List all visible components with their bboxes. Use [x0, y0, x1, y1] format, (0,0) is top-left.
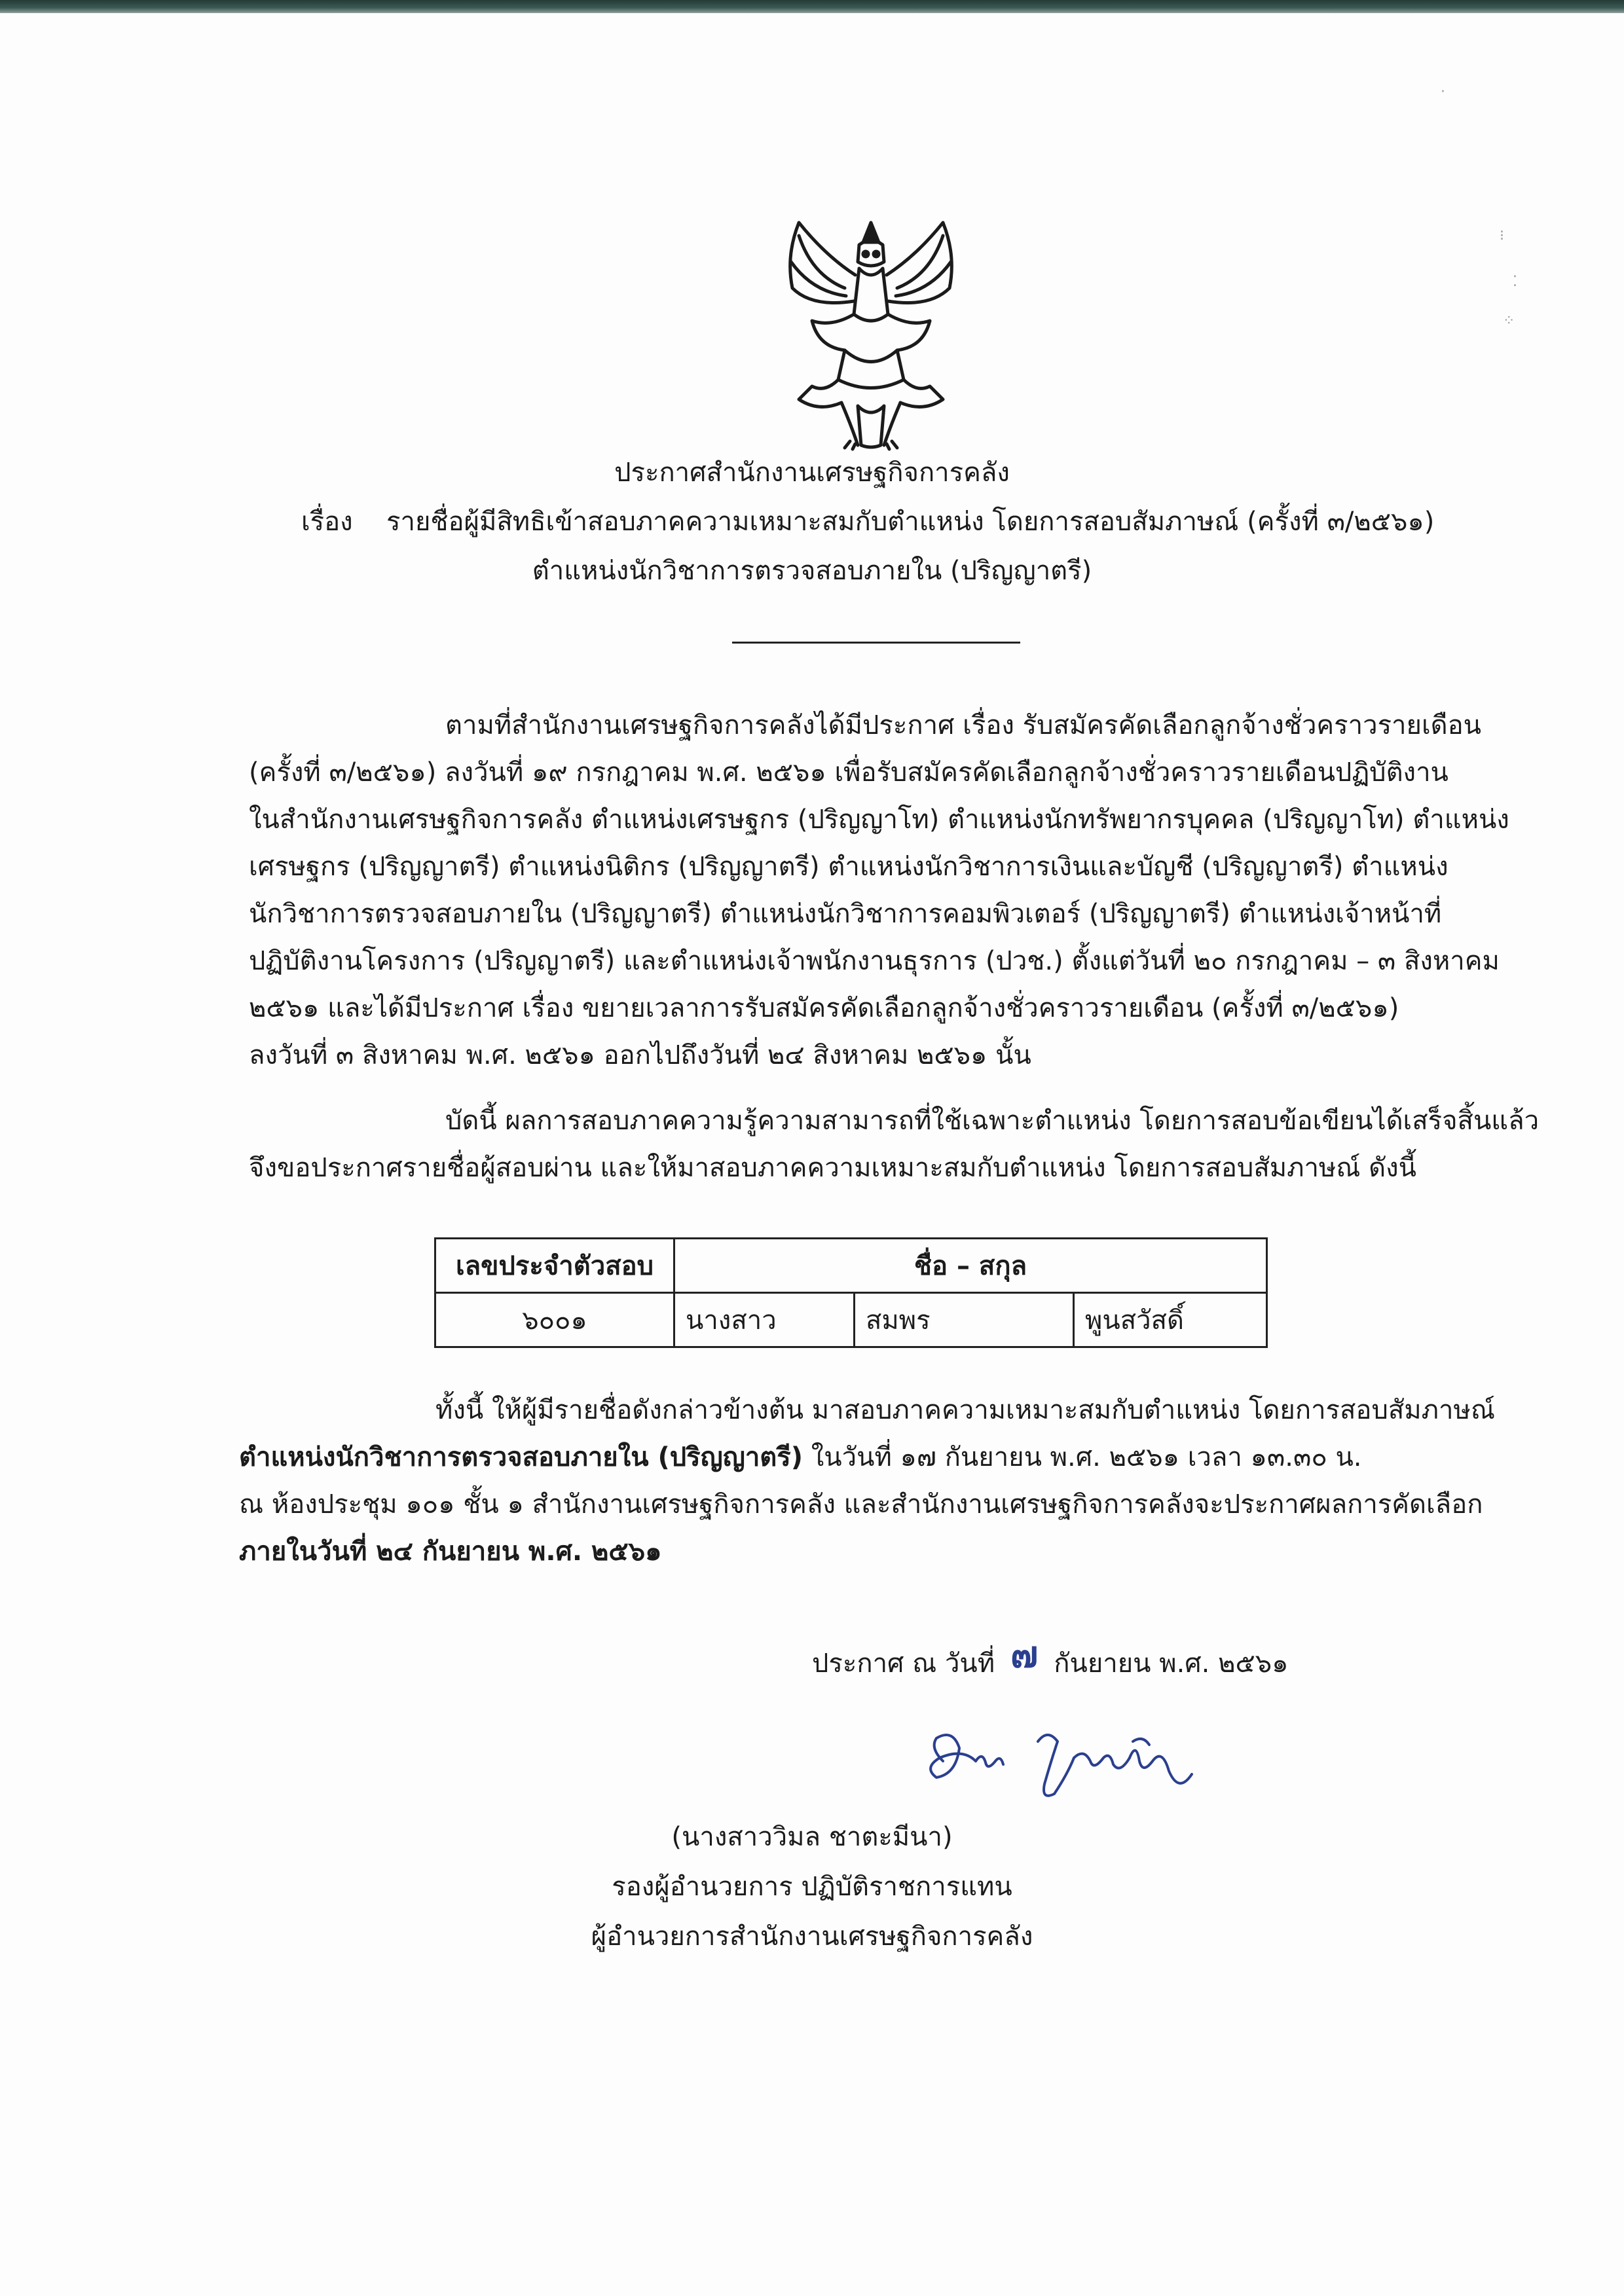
column-header-exam-no: เลขประจำตัวสอบ: [435, 1239, 674, 1293]
paragraph-line: ทั้งนี้ ให้ผู้มีรายชื่อดังกล่าวข้างต้น มาสอบภาคความเหมาะสมกับตำแหน่ง โดยการสอบสัมภาษณ์: [435, 1395, 1495, 1425]
paragraph-line: ณ ห้องประชุม ๑๐๑ ชั้น ๑ สำนักงานเศรษฐกิจการคลัง และสำนักงานเศรษฐกิจการคลังจะประกาศผลการคัดเลือก: [239, 1489, 1483, 1520]
scan-speck: ⁚: [1513, 274, 1517, 290]
interview-datetime: ในวันที่ ๑๗ กันยายน พ.ศ. ๒๕๖๑ เวลา ๑๓.๓๐ น.: [803, 1442, 1362, 1472]
paragraph-2: [249, 1097, 1540, 1192]
cell-last-name: พูนสวัสดิ์: [1074, 1293, 1267, 1347]
handwritten-signature: [917, 1722, 1218, 1813]
paragraph-1: [249, 702, 1509, 1079]
title-divider: [732, 642, 1020, 644]
cell-exam-no: ๖๐๐๑: [435, 1293, 674, 1347]
scan-top-edge: [0, 0, 1624, 13]
announcement-suffix: กันยายน พ.ศ. ๒๕๖๑: [1054, 1649, 1289, 1679]
scan-speck: ⁝: [1500, 228, 1504, 244]
paragraph-line: ตามที่สำนักงานเศรษฐกิจการคลังได้มีประกาศ เรื่อง รับสมัครคัดเลือกลูกจ้างชั่วคราวรายเดือน: [445, 710, 1481, 740]
signer-position-1: รองผู้อำนวยการ ปฏิบัติราชการแทน: [612, 1872, 1012, 1902]
paragraph-line: [239, 1434, 1470, 1481]
result-deadline: ภายในวันที่ ๒๔ กันยายน พ.ศ. ๒๕๖๑: [239, 1537, 662, 1567]
paragraph-line: ปฏิบัติงานโครงการ (ปริญญาตรี) และตำแหน่งเจ้าพนักงานธุรการ (ปวช.) ตั้งแต่วันที่ ๒๐ กรกฎาคม – ๓ สิงหาคม: [249, 946, 1500, 976]
paragraph-line: เศรษฐกร (ปริญญาตรี) ตำแหน่งนิติกร (ปริญญาตรี) ตำแหน่งนักวิชาการเงินและบัญชี (ปริญญาตรี) ตำแหน่ง: [249, 852, 1449, 882]
paragraph-3: [239, 1387, 1495, 1575]
announcement-day: ๗: [1010, 1633, 1039, 1676]
paragraph-line: นักวิชาการตรวจสอบภายใน (ปริญญาตรี) ตำแหน่งนักวิชาการคอมพิวเตอร์ (ปริญญาตรี) ตำแหน่งเจ้าหน้าที่: [249, 899, 1442, 929]
issuer-title: ประกาศสำนักงานเศรษฐกิจการคลัง: [614, 458, 1010, 488]
cell-title: นางสาว: [674, 1293, 855, 1347]
scan-speck: ·: [1441, 84, 1445, 100]
paragraph-line: ในสำนักงานเศรษฐกิจการคลัง ตำแหน่งเศรษฐกร (ปริญญาโท) ตำแหน่งนักทรัพยากรบุคคล (ปริญญาโท) ตำแหน่ง: [249, 805, 1509, 835]
signer-name: (นางสาววิมล ชาตะมีนา): [671, 1822, 953, 1852]
paragraph-line: ๒๕๖๑ และได้มีประกาศ เรื่อง ขยายเวลาการรับสมัครคัดเลือกลูกจ้างชั่วคราวรายเดือน (ครั้งที่ ๓/๒๕๖๑): [249, 993, 1399, 1023]
subject-label: เรื่อง: [301, 507, 353, 537]
signer-position-2: ผู้อำนวยการสำนักงานเศรษฐกิจการคลัง: [591, 1922, 1033, 1952]
subject-row: [301, 500, 1434, 542]
garuda-emblem-icon: [773, 216, 969, 452]
announcement-prefix: ประกาศ ณ วันที่: [812, 1649, 995, 1679]
position-name: ตำแหน่งนักวิชาการตรวจสอบภายใน (ปริญญาตรี): [239, 1442, 803, 1472]
paragraph-line: จึงขอประกาศรายชื่อผู้สอบผ่าน และให้มาสอบภาคความเหมาะสมกับตำแหน่ง โดยการสอบสัมภาษณ์ ดังนี้: [249, 1153, 1416, 1183]
paragraph-line: [239, 1528, 1470, 1575]
announcement-date: [812, 1630, 1289, 1688]
column-header-name: ชื่อ – สกุล: [674, 1239, 1267, 1293]
cell-first-name: สมพร: [855, 1293, 1074, 1347]
applicant-table: [434, 1237, 1268, 1348]
table-row: [435, 1293, 1267, 1347]
scan-speck: ⁘: [1503, 313, 1515, 329]
paragraph-line: (ครั้งที่ ๓/๒๕๖๑) ลงวันที่ ๑๙ กรกฎาคม พ.ศ. ๒๕๖๑ เพื่อรับสมัครคัดเลือกลูกจ้างชั่วคราวรายเดือนปฏิบัติงาน: [249, 757, 1449, 788]
paragraph-line: บัดนี้ ผลการสอบภาคความรู้ความสามารถที่ใช้เฉพาะตำแหน่ง โดยการสอบข้อเขียนได้เสร็จสิ้นแล้ว: [445, 1106, 1540, 1136]
subject-line-2: ตำแหน่งนักวิชาการตรวจสอบภายใน (ปริญญาตรี): [532, 556, 1092, 586]
table-header-row: [435, 1239, 1267, 1293]
subject-line-1: รายชื่อผู้มีสิทธิเข้าสอบภาคความเหมาะสมกับตำแหน่ง โดยการสอบสัมภาษณ์ (ครั้งที่ ๓/๒๕๖๑): [386, 507, 1435, 537]
paragraph-line: ลงวันที่ ๓ สิงหาคม พ.ศ. ๒๕๖๑ ออกไปถึงวันที่ ๒๔ สิงหาคม ๒๕๖๑ นั้น: [249, 1040, 1031, 1070]
